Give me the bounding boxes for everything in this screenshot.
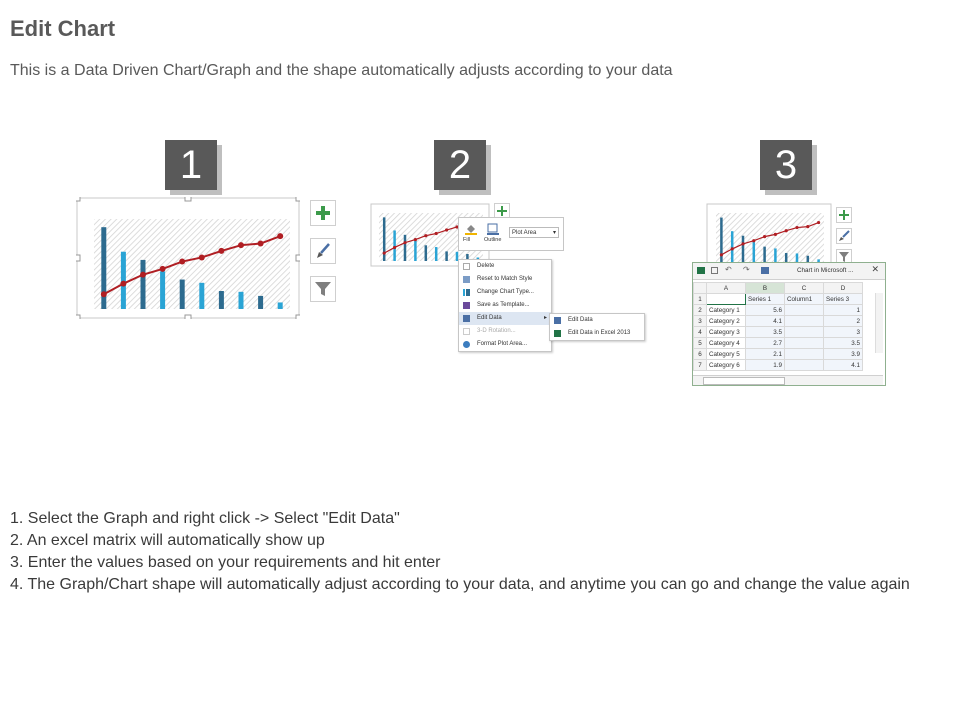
cell[interactable]: 5.6 (746, 305, 785, 316)
reset-icon (463, 276, 470, 283)
excel-icon (554, 330, 561, 337)
resize-handle[interactable] (296, 315, 300, 319)
brush-icon (838, 230, 850, 242)
table-row (694, 327, 863, 338)
bar-10[interactable] (278, 302, 283, 309)
cell[interactable]: Category 4 (707, 338, 746, 349)
line-point-5[interactable] (179, 259, 185, 265)
row-header[interactable]: 6 (694, 349, 707, 360)
line-point-7[interactable] (218, 248, 224, 254)
line-point-8[interactable] (795, 226, 798, 229)
line-point-4[interactable] (160, 266, 166, 272)
column-header[interactable]: A (707, 283, 746, 294)
cell[interactable]: 3 (824, 327, 863, 338)
menu-item-delete[interactable]: Delete (459, 260, 551, 273)
cell[interactable]: 2.7 (746, 338, 785, 349)
cell[interactable]: 1 (824, 305, 863, 316)
cell[interactable]: Category 1 (707, 305, 746, 316)
plus-icon (315, 205, 331, 221)
bar-2[interactable] (731, 231, 734, 263)
redo-icon[interactable]: ↷ (743, 265, 750, 274)
column-header[interactable]: C (785, 283, 824, 294)
bar-6[interactable] (774, 248, 777, 263)
bar-8[interactable] (239, 292, 244, 309)
chart-3[interactable] (706, 203, 832, 267)
menu-item-3d-rotation[interactable]: 3-D Rotation... (459, 325, 551, 338)
brush-icon (314, 242, 332, 260)
bar-4[interactable] (160, 271, 165, 309)
undo-icon[interactable]: ↶ (725, 265, 732, 274)
cell[interactable] (785, 349, 824, 360)
bar-6[interactable] (435, 247, 438, 261)
outline-label[interactable]: Outline (484, 237, 502, 243)
cell[interactable]: Category 5 (707, 349, 746, 360)
fill-icon[interactable] (465, 222, 477, 234)
cell[interactable]: 3.9 (824, 349, 863, 360)
line-point-8[interactable] (238, 242, 244, 248)
chart-type-icon (463, 289, 470, 296)
excel-scrollbar-horizontal[interactable] (693, 375, 883, 385)
page-subtitle: This is a Data Driven Chart/Graph and the shape automatically adjusts according to your data (10, 62, 673, 79)
line-point-10[interactable] (817, 221, 820, 224)
table-row (694, 316, 863, 327)
format-icon (463, 341, 470, 348)
line-point-9[interactable] (806, 225, 809, 228)
column-header[interactable]: D (824, 283, 863, 294)
excel-window (692, 262, 886, 386)
cell[interactable]: 1.9 (746, 360, 785, 371)
line-point-6[interactable] (774, 233, 777, 236)
step-badge-3: 3 (760, 140, 812, 190)
chart-filters-button[interactable] (310, 276, 336, 302)
cell[interactable] (785, 327, 824, 338)
bar-3[interactable] (141, 260, 146, 309)
add-chart-element-button[interactable] (310, 200, 336, 226)
bar-5[interactable] (180, 280, 185, 309)
chart-panel-3[interactable] (706, 203, 832, 267)
cell[interactable]: Column1 (785, 294, 824, 305)
submenu-item-edit-in-excel[interactable]: Edit Data in Excel 2013 (550, 327, 644, 340)
chart-styles-button[interactable] (310, 238, 336, 264)
line-point-6[interactable] (435, 232, 438, 235)
step-badge-2: 2 (434, 140, 486, 190)
row-header[interactable]: 5 (694, 338, 707, 349)
instruction-1: 1. Select the Graph and right click -> Select "Edit Data" (10, 510, 400, 527)
cell[interactable] (785, 338, 824, 349)
row-header[interactable]: 3 (694, 316, 707, 327)
chart-1[interactable] (76, 197, 300, 319)
cell[interactable]: 2 (824, 316, 863, 327)
line-point-3[interactable] (741, 242, 744, 245)
line-point-7[interactable] (785, 229, 788, 232)
line-point-1[interactable] (101, 291, 107, 297)
scrollbar-thumb[interactable] (703, 377, 785, 385)
bar-5[interactable] (425, 245, 428, 261)
chart-element-dropdown[interactable] (509, 227, 559, 238)
bar-7[interactable] (445, 251, 448, 261)
resize-handle[interactable] (296, 255, 300, 261)
line-point-1[interactable] (383, 252, 386, 255)
submenu-item-edit-data[interactable]: Edit Data (550, 314, 644, 327)
menu-item-format-plot-area[interactable]: Format Plot Area... (459, 338, 551, 351)
row-header[interactable]: 7 (694, 360, 707, 371)
filter-icon (314, 280, 332, 298)
bar-9[interactable] (258, 296, 263, 309)
line-point-5[interactable] (424, 234, 427, 237)
row-header[interactable]: 2 (694, 305, 707, 316)
line-point-3[interactable] (140, 272, 146, 278)
plus-icon (839, 210, 849, 220)
context-menu (458, 259, 552, 352)
line-point-3[interactable] (403, 241, 406, 244)
table-row (694, 360, 863, 371)
menu-item-save-template[interactable]: Save as Template... (459, 299, 551, 312)
bar-4[interactable] (414, 241, 417, 261)
column-header[interactable] (694, 283, 707, 294)
table-row (694, 349, 863, 360)
line-point-7[interactable] (445, 228, 448, 231)
line-point-2[interactable] (393, 246, 396, 249)
bar-2[interactable] (121, 252, 126, 309)
chart-styles-button-small[interactable] (836, 228, 852, 244)
step-badge-1: 1 (165, 140, 217, 190)
outline-icon[interactable] (487, 222, 499, 234)
cell[interactable] (707, 294, 746, 305)
excel-grid[interactable] (693, 282, 863, 371)
edit-data-icon (554, 317, 561, 324)
add-chart-element-button-small-3[interactable] (836, 207, 852, 223)
resize-handle[interactable] (76, 255, 80, 261)
bar-3[interactable] (742, 236, 745, 263)
line-point-2[interactable] (120, 281, 126, 287)
format-toolbar (458, 217, 564, 251)
line-point-6[interactable] (199, 254, 205, 260)
resize-handle[interactable] (185, 197, 191, 201)
cell[interactable]: Category 2 (707, 316, 746, 327)
excel-window-title: Chart in Microsoft ... (797, 267, 854, 274)
save-icon[interactable] (711, 267, 718, 274)
bar-2[interactable] (393, 230, 396, 261)
chevron-down-icon: ▾ (552, 230, 556, 236)
menu-item-edit-data[interactable]: Edit Data ▸ (459, 312, 551, 325)
template-icon (463, 302, 470, 309)
plus-icon (497, 206, 507, 216)
edit-data-icon (463, 315, 470, 322)
cell[interactable]: 3.5 (746, 327, 785, 338)
rotation-icon (463, 328, 470, 335)
page-title: Edit Chart (10, 16, 116, 41)
chart-icon[interactable] (761, 267, 769, 274)
resize-handle[interactable] (76, 315, 80, 319)
excel-icon (697, 267, 705, 274)
instructions (10, 508, 940, 596)
line-point-4[interactable] (752, 239, 755, 242)
cell[interactable]: Series 3 (824, 294, 863, 305)
line-point-1[interactable] (720, 253, 723, 256)
resize-handle[interactable] (76, 197, 80, 201)
cell[interactable]: Category 6 (707, 360, 746, 371)
excel-scrollbar-vertical[interactable] (875, 293, 883, 353)
cell[interactable] (785, 316, 824, 327)
line-point-4[interactable] (414, 238, 417, 241)
column-header[interactable]: B (746, 283, 785, 294)
cell[interactable]: 3.5 (824, 338, 863, 349)
cell[interactable]: 2.1 (746, 349, 785, 360)
row-header[interactable]: 1 (694, 294, 707, 305)
dropdown-value: Plot Area (512, 230, 537, 236)
table-row (694, 294, 863, 305)
resize-handle[interactable] (185, 315, 191, 319)
bar-5[interactable] (763, 247, 766, 263)
table-row (694, 338, 863, 349)
instruction-2: 2. An excel matrix will automatically show up (10, 532, 325, 549)
bar-3[interactable] (404, 235, 407, 261)
line-point-5[interactable] (763, 235, 766, 238)
bar-6[interactable] (199, 283, 204, 309)
bar-7[interactable] (219, 291, 224, 309)
cell[interactable] (785, 360, 824, 371)
instruction-3: 3. Enter the values based on your requirements and hit enter (10, 554, 441, 571)
close-icon[interactable]: ✕ (871, 264, 879, 274)
cell[interactable]: Series 1 (746, 294, 785, 305)
excel-titlebar (693, 263, 885, 280)
line-point-9[interactable] (258, 241, 264, 247)
cell[interactable] (785, 305, 824, 316)
line-point-10[interactable] (277, 233, 283, 239)
menu-item-reset[interactable]: Reset to Match Style (459, 273, 551, 286)
line-point-2[interactable] (731, 247, 734, 250)
edit-data-submenu (549, 313, 645, 341)
instruction-4: 4. The Graph/Chart shape will automatically adjust according to your data, and anytime you can go and change the value again (10, 576, 910, 593)
row-header[interactable]: 4 (694, 327, 707, 338)
chevron-right-icon: ▸ (543, 315, 547, 321)
delete-icon (463, 263, 470, 270)
cell[interactable]: Category 3 (707, 327, 746, 338)
fill-label[interactable]: Fill (463, 237, 471, 243)
bar-4[interactable] (753, 242, 756, 263)
resize-handle[interactable] (296, 197, 300, 201)
cell[interactable]: 4.1 (746, 316, 785, 327)
chart-panel-1[interactable] (76, 197, 300, 319)
menu-item-change-chart-type[interactable]: Change Chart Type... (459, 286, 551, 299)
cell[interactable]: 4.1 (824, 360, 863, 371)
table-row (694, 305, 863, 316)
